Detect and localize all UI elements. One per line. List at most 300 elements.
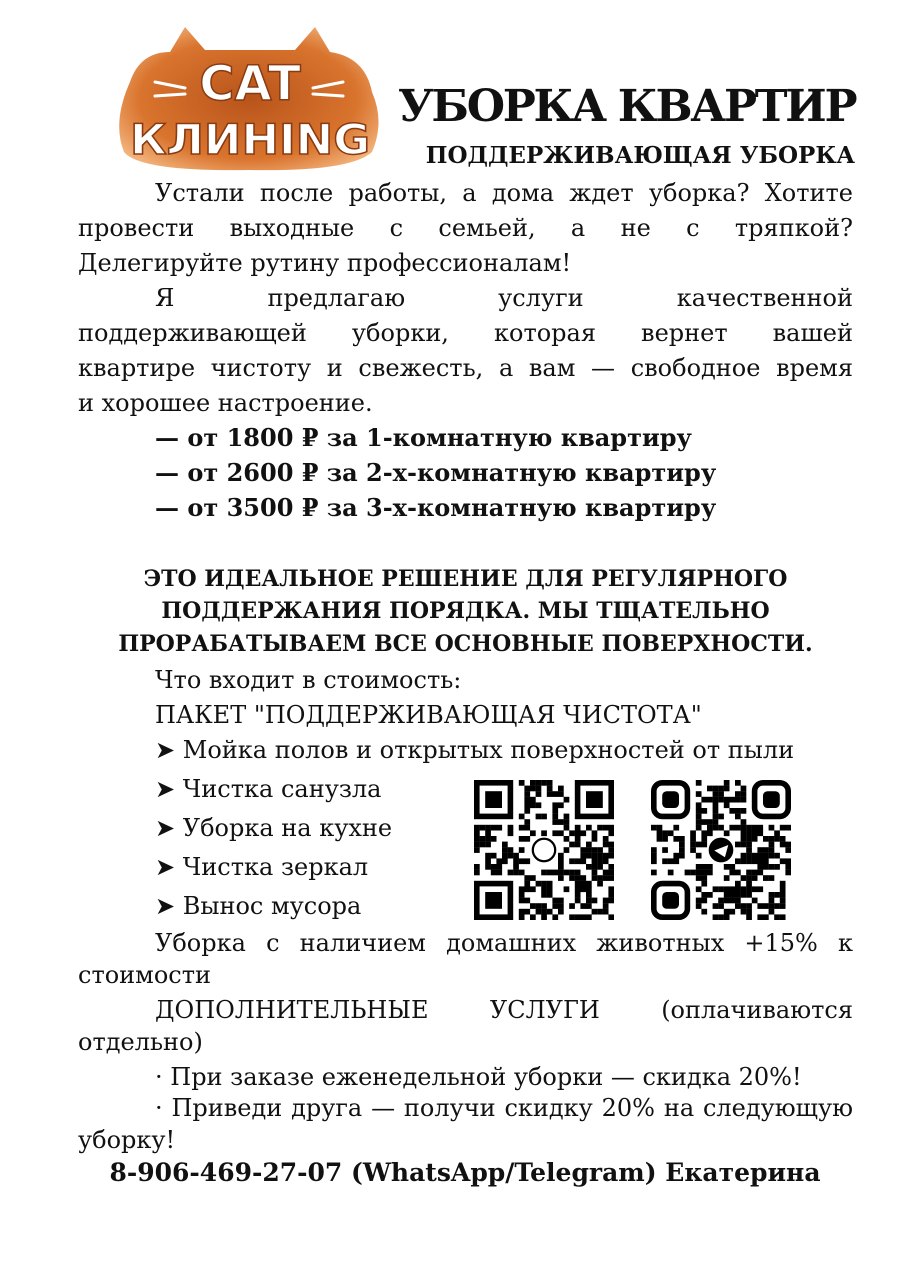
offer-line: Я предлагаю услуги качественной: [155, 284, 853, 312]
qr-module: [780, 914, 786, 920]
qr-module: [657, 830, 663, 836]
qr-module: [519, 858, 525, 864]
qr-module: [724, 909, 730, 915]
qr-module: [690, 870, 696, 876]
qr-module: [662, 858, 668, 864]
qr-module: [485, 836, 491, 842]
qr-module: [541, 909, 547, 915]
price-1-room: — от 1800 ₽ за 1-комнатную квартиру: [155, 423, 692, 452]
logo-line-2: КЛИНING: [130, 115, 370, 164]
qr-module: [586, 847, 592, 853]
qr-module: [735, 797, 741, 803]
qr-module: [485, 830, 491, 836]
qr-module: [508, 825, 514, 831]
qr-module: [552, 808, 558, 814]
qr-module: [662, 847, 668, 853]
qr-module: [718, 898, 724, 904]
qr-module: [701, 892, 707, 898]
qr-module: [701, 864, 707, 870]
qr-module: [718, 814, 724, 820]
qr-module: [763, 914, 769, 920]
qr-module: [724, 780, 730, 786]
qr-module: [707, 864, 713, 870]
qr-module: [586, 825, 592, 831]
qr-module: [580, 830, 586, 836]
package-item-text: Чистка зеркал: [182, 853, 369, 881]
qr-module: [651, 825, 657, 831]
qr-module: [569, 842, 575, 848]
qr-module: [741, 808, 747, 814]
package-item: [155, 811, 460, 845]
qr-module: [696, 780, 702, 786]
qr-module: [757, 870, 763, 876]
qr-module: [735, 842, 741, 848]
qr-module: [496, 870, 502, 876]
qr-module: [524, 909, 530, 915]
qr-finder-center: [662, 892, 679, 909]
qr-module: [780, 836, 786, 842]
qr-module: [780, 886, 786, 892]
qr-module: [536, 909, 542, 915]
qr-module: [741, 853, 747, 859]
qr-module: [746, 909, 752, 915]
qr-module: [524, 858, 530, 864]
qr-module: [746, 892, 752, 898]
qr-module: [564, 886, 570, 892]
qr-module: [485, 842, 491, 848]
qr-module: [524, 808, 530, 814]
qr-module: [524, 881, 530, 887]
qr-module: [785, 870, 791, 876]
qr-module: [575, 875, 581, 881]
qr-module: [780, 842, 786, 848]
qr-module: [603, 842, 609, 848]
qr-module: [564, 819, 570, 825]
qr-module: [729, 886, 735, 892]
qr-module: [524, 825, 530, 831]
qr-module: [752, 853, 758, 859]
qr-module: [774, 864, 780, 870]
qr-module: [752, 830, 758, 836]
qr-module: [575, 825, 581, 831]
qr-module: [508, 870, 514, 876]
qr-module: [746, 825, 752, 831]
qr-module: [774, 836, 780, 842]
qr-module: [729, 898, 735, 904]
qr-module: [558, 786, 564, 792]
qr-module: [592, 853, 598, 859]
qr-module: [763, 903, 769, 909]
qr-module: [519, 780, 525, 786]
qr-module: [603, 875, 609, 881]
qr-module: [746, 881, 752, 887]
qr-module: [735, 791, 741, 797]
qr-module: [729, 870, 735, 876]
qr-module: [580, 886, 586, 892]
qr-module: [491, 836, 497, 842]
qr-module: [597, 875, 603, 881]
offer-line: квартире чистоту и свежесть, а вам — свободное время: [78, 354, 853, 382]
qr-module: [679, 842, 685, 848]
qr-module: [696, 791, 702, 797]
qr-finder-center: [485, 892, 502, 909]
qr-module: [701, 875, 707, 881]
extra-services-line: отдельно): [78, 1028, 203, 1056]
package-item: [155, 733, 853, 767]
price-2-room: — от 2600 ₽ за 2-х-комнатную квартиру: [155, 458, 717, 487]
qr-module: [485, 853, 491, 859]
qr-module: [741, 842, 747, 848]
qr-module: [696, 903, 702, 909]
qr-module: [785, 825, 791, 831]
qr-module: [707, 830, 713, 836]
qr-module: [480, 825, 486, 831]
qr-module: [558, 819, 564, 825]
qr-module: [519, 898, 525, 904]
qr-module: [752, 825, 758, 831]
qr-module: [552, 802, 558, 808]
qr-module: [586, 864, 592, 870]
discount-weekly: · При заказе еженедельной уборки — скидка 20%!: [155, 1063, 802, 1091]
qr-module: [524, 786, 530, 792]
qr-module: [763, 875, 769, 881]
qr-module: [735, 808, 741, 814]
qr-module: [575, 892, 581, 898]
qr-module: [662, 836, 668, 842]
qr-module: [752, 898, 758, 904]
qr-module: [701, 909, 707, 915]
telegram-qr-code[interactable]: [651, 780, 791, 920]
qr-module: [608, 825, 614, 831]
offer-line: и хорошее настроение.: [78, 389, 373, 417]
qr-module: [651, 847, 657, 853]
qr-module: [729, 797, 735, 803]
whatsapp-qr-code[interactable]: [474, 780, 614, 920]
qr-module: [592, 847, 598, 853]
qr-module: [536, 881, 542, 887]
qr-module: [580, 858, 586, 864]
qr-module: [718, 914, 724, 920]
qr-module: [558, 791, 564, 797]
qr-module: [757, 853, 763, 859]
qr-module: [541, 914, 547, 920]
qr-module: [519, 909, 525, 915]
qr-module: [752, 870, 758, 876]
qr-module: [569, 903, 575, 909]
qr-module: [592, 898, 598, 904]
qr-module: [575, 881, 581, 887]
qr-module: [564, 847, 570, 853]
qr-module: [735, 858, 741, 864]
qr-module: [724, 898, 730, 904]
qr-module: [592, 909, 598, 915]
qr-module: [592, 870, 598, 876]
qr-module: [586, 898, 592, 904]
qr-module: [491, 864, 497, 870]
qr-module: [608, 870, 614, 876]
qr-module: [491, 853, 497, 859]
qr-module: [524, 819, 530, 825]
qr-module: [769, 875, 775, 881]
qr-module: [502, 842, 508, 848]
intro-line: Делегируйте рутину профессионалам!: [78, 249, 572, 277]
qr-module: [496, 825, 502, 831]
qr-module: [724, 830, 730, 836]
qr-module: [519, 836, 525, 842]
qr-module: [530, 802, 536, 808]
qr-module: [752, 836, 758, 842]
qr-module: [608, 864, 614, 870]
qr-module: [485, 864, 491, 870]
included-label: Что входит в стоимость:: [155, 666, 462, 694]
qr-module: [746, 886, 752, 892]
qr-module: [746, 870, 752, 876]
qr-module: [558, 802, 564, 808]
qr-module: [586, 914, 592, 920]
qr-module: [513, 870, 519, 876]
qr-module: [679, 847, 685, 853]
qr-module: [597, 825, 603, 831]
qr-module: [769, 842, 775, 848]
qr-module: [785, 858, 791, 864]
qr-module: [741, 786, 747, 792]
qr-module: [724, 914, 730, 920]
qr-module: [569, 830, 575, 836]
qr-module: [713, 914, 719, 920]
pets-line: стоимости: [78, 961, 211, 989]
qr-module: [769, 847, 775, 853]
qr-module: [741, 903, 747, 909]
qr-module: [780, 903, 786, 909]
qr-module: [586, 853, 592, 859]
qr-module: [701, 819, 707, 825]
qr-module: [741, 836, 747, 842]
qr-module: [519, 886, 525, 892]
qr-module: [575, 870, 581, 876]
qr-module: [474, 870, 480, 876]
arrow-bullet-icon: ➤: [155, 892, 176, 920]
qr-module: [746, 903, 752, 909]
qr-module: [558, 903, 564, 909]
arrow-bullet-icon: ➤: [155, 775, 176, 803]
highlight-line: ПОДДЕРЖАНИЯ ПОРЯДКА. МЫ ТЩАТЕЛЬНО: [161, 598, 770, 624]
qr-module: [547, 892, 553, 898]
qr-module: [724, 802, 730, 808]
qr-module: [696, 864, 702, 870]
qr-module: [735, 898, 741, 904]
qr-module: [586, 903, 592, 909]
qr-module: [769, 909, 775, 915]
qr-module: [580, 881, 586, 887]
qr-module: [741, 825, 747, 831]
qr-module: [608, 875, 614, 881]
qr-module: [558, 830, 564, 836]
qr-module: [547, 881, 553, 887]
qr-module: [696, 819, 702, 825]
qr-module: [696, 853, 702, 859]
contact-phone[interactable]: 8-906-469-27-07 (WhatsApp/Telegram) Екатерина: [109, 1158, 821, 1187]
qr-module: [524, 875, 530, 881]
qr-module: [746, 836, 752, 842]
qr-module: [769, 898, 775, 904]
qr-module: [580, 903, 586, 909]
qr-module: [575, 830, 581, 836]
qr-module: [707, 819, 713, 825]
qr-module: [713, 808, 719, 814]
qr-module: [713, 819, 719, 825]
offer-line: поддерживающей уборки, которая вернет вашей: [78, 319, 853, 347]
qr-module: [757, 858, 763, 864]
qr-module: [701, 881, 707, 887]
qr-module: [597, 858, 603, 864]
qr-module: [524, 802, 530, 808]
qr-module: [508, 830, 514, 836]
qr-module: [592, 858, 598, 864]
qr-module: [480, 836, 486, 842]
qr-module: [603, 870, 609, 876]
qr-module: [552, 903, 558, 909]
qr-module: [696, 808, 702, 814]
qr-module: [552, 898, 558, 904]
qr-module: [651, 853, 657, 859]
qr-module: [552, 914, 558, 920]
qr-module: [746, 847, 752, 853]
qr-module: [552, 819, 558, 825]
qr-module: [608, 886, 614, 892]
qr-finder-center: [662, 791, 679, 808]
price-3-room: — от 3500 ₽ за 3-х-комнатную квартиру: [155, 493, 717, 522]
qr-module: [530, 886, 536, 892]
qr-module: [718, 886, 724, 892]
qr-module: [603, 898, 609, 904]
cat-cleaning-logo: [110, 22, 388, 174]
qr-module: [780, 892, 786, 898]
package-item-text: Вынос мусора: [182, 892, 362, 920]
qr-module: [696, 802, 702, 808]
qr-module: [608, 842, 614, 848]
qr-module: [763, 847, 769, 853]
qr-module: [741, 909, 747, 915]
qr-module: [769, 892, 775, 898]
qr-module: [502, 853, 508, 859]
qr-module: [541, 903, 547, 909]
qr-module: [774, 892, 780, 898]
qr-module: [735, 881, 741, 887]
qr-module: [508, 847, 514, 853]
qr-module: [530, 786, 536, 792]
qr-module: [575, 898, 581, 904]
qr-module: [690, 847, 696, 853]
qr-module: [530, 797, 536, 803]
qr-module: [564, 797, 570, 803]
qr-module: [713, 903, 719, 909]
qr-module: [575, 914, 581, 920]
qr-module: [651, 858, 657, 864]
qr-module: [524, 886, 530, 892]
qr-module: [729, 825, 735, 831]
qr-module: [580, 914, 586, 920]
qr-module: [713, 814, 719, 820]
qr-module: [690, 842, 696, 848]
qr-module: [603, 853, 609, 859]
qr-module: [502, 858, 508, 864]
qr-module: [541, 886, 547, 892]
qr-finder-center: [586, 791, 603, 808]
qr-module: [524, 797, 530, 803]
qr-module: [746, 842, 752, 848]
qr-module: [741, 875, 747, 881]
qr-module: [724, 892, 730, 898]
page-subtitle: ПОДДЕРЖИВАЮЩАЯ УБОРКА: [425, 142, 855, 169]
qr-module: [735, 903, 741, 909]
qr-module: [580, 847, 586, 853]
qr-module: [569, 858, 575, 864]
arrow-bullet-icon: ➤: [155, 736, 176, 764]
qr-module: [592, 830, 598, 836]
qr-module: [491, 825, 497, 831]
qr-module: [608, 847, 614, 853]
qr-module: [608, 892, 614, 898]
qr-module: [569, 870, 575, 876]
package-item-text: Чистка санузла: [182, 775, 382, 803]
qr-module: [541, 892, 547, 898]
qr-module: [763, 858, 769, 864]
qr-module: [586, 881, 592, 887]
qr-module: [785, 864, 791, 870]
qr-module: [575, 836, 581, 842]
qr-module: [575, 842, 581, 848]
qr-module: [508, 853, 514, 859]
qr-module: [713, 886, 719, 892]
qr-module: [586, 842, 592, 848]
qr-module: [707, 870, 713, 876]
qr-module: [474, 847, 480, 853]
qr-module: [718, 825, 724, 831]
qr-module: [603, 903, 609, 909]
qr-module: [603, 858, 609, 864]
qr-module: [679, 836, 685, 842]
qr-module: [519, 847, 525, 853]
qr-module: [713, 791, 719, 797]
intro-line: Устали после работы, а дома ждет уборка? Хотите: [155, 179, 853, 207]
arrow-bullet-icon: ➤: [155, 814, 176, 842]
qr-module: [741, 791, 747, 797]
qr-module: [757, 864, 763, 870]
qr-module: [729, 909, 735, 915]
qr-module: [774, 853, 780, 859]
qr-module: [558, 898, 564, 904]
qr-module: [763, 853, 769, 859]
qr-module: [774, 903, 780, 909]
whatsapp-icon: [533, 839, 555, 861]
qr-module: [513, 858, 519, 864]
qr-module: [485, 825, 491, 831]
qr-module: [673, 836, 679, 842]
qr-module: [685, 870, 691, 876]
qr-module: [707, 786, 713, 792]
qr-module: [696, 814, 702, 820]
qr-module: [785, 847, 791, 853]
qr-finder-center: [763, 791, 780, 808]
qr-module: [701, 898, 707, 904]
qr-module: [536, 791, 542, 797]
package-name: ПАКЕТ "ПОДДЕРЖИВАЮЩАЯ ЧИСТОТА": [155, 701, 702, 729]
qr-module: [735, 886, 741, 892]
qr-module: [757, 847, 763, 853]
qr-module: [774, 914, 780, 920]
qr-module: [608, 914, 614, 920]
qr-module: [536, 786, 542, 792]
